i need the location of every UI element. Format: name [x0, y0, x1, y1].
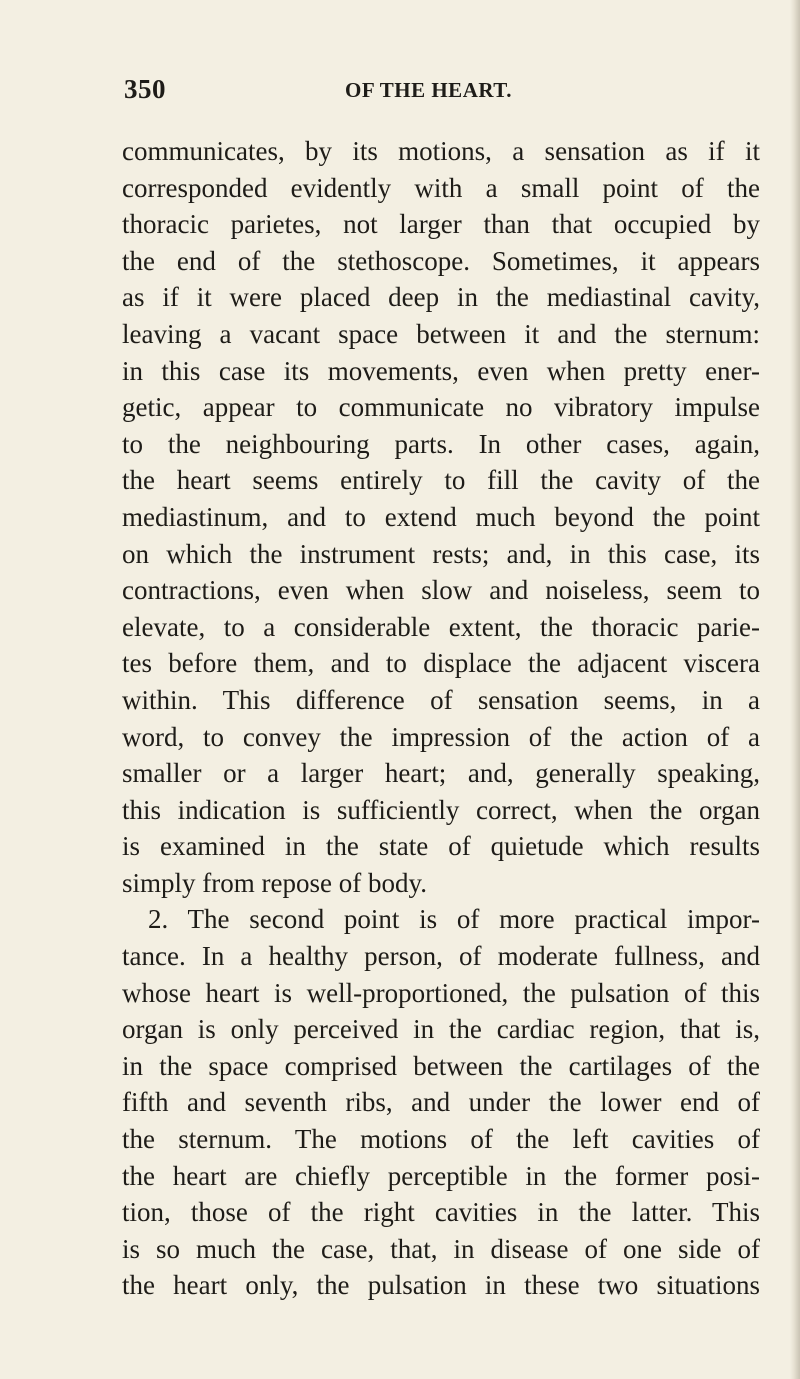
text-line: is examined in the state of quietude which results — [122, 831, 760, 862]
text-line: tance. In a healthy person, of moderate fullness, and — [122, 941, 760, 972]
page-number: 350 — [124, 74, 166, 104]
text-line: to the neighbouring parts. In other cases, again, — [122, 428, 760, 459]
text-line: in this case its movements, even when pretty ener- — [122, 355, 760, 386]
text-line: the heart only, the pulsation in these two situations — [122, 1270, 760, 1301]
text-line: the heart seems entirely to fill the cavity of the — [122, 465, 760, 496]
text-line: mediastinum, and to extend much beyond the point — [122, 501, 760, 532]
text-line: the sternum. The motions of the left cavities of — [122, 1124, 760, 1155]
text-line: word, to convey the impression of the action of a — [122, 721, 760, 752]
text-line: tes before them, and to displace the adjacent viscera — [122, 648, 760, 679]
text-line: organ is only perceived in the cardiac region, that is, — [122, 1014, 760, 1045]
text-line-paragraph-end: simply from repose of body. — [122, 867, 427, 898]
body-text — [122, 133, 760, 1304]
running-head — [120, 74, 760, 110]
text-line: as if it were placed deep in the mediastinal cavity, — [122, 282, 760, 313]
text-line: this indication is sufficiently correct, when the organ — [122, 794, 760, 825]
text-line: getic, appear to communicate no vibratory impulse — [122, 392, 760, 423]
text-line: communicates, by its motions, a sensation as if it — [122, 136, 760, 166]
page-edge-shadow — [790, 0, 800, 1379]
text-line: tion, those of the right cavities in the latter. This — [122, 1197, 760, 1228]
text-line: contractions, even when slow and noiseless, seem to — [122, 575, 760, 606]
text-line: fifth and seventh ribs, and under the lower end of — [122, 1087, 760, 1118]
text-line: within. This difference of sensation seems, in a — [122, 684, 760, 715]
text-line: whose heart is well-proportioned, the pulsation of this — [122, 977, 760, 1008]
text-line: the heart are chiefly perceptible in the former posi- — [122, 1160, 760, 1191]
text-line: the end of the stethoscope. Sometimes, it appears — [122, 245, 760, 276]
text-line: corresponded evidently with a small point of the — [122, 172, 760, 203]
text-line: thoracic parietes, not larger than that occupied by — [122, 209, 760, 240]
text-line: is so much the case, that, in disease of one side of — [122, 1233, 760, 1264]
text-line: on which the instrument rests; and, in this case, its — [122, 538, 760, 569]
text-line-paragraph-start: 2. The second point is of more practical impor- — [148, 904, 760, 935]
text-line: leaving a vacant space between it and the sternum: — [122, 318, 760, 349]
running-head-title: OF THE HEART. — [345, 78, 512, 102]
text-line: elevate, to a considerable extent, the thoracic parie- — [122, 611, 760, 642]
text-line: in the space comprised between the cartilages of the — [122, 1050, 760, 1081]
text-line: smaller or a larger heart; and, generally speaking, — [122, 758, 760, 789]
